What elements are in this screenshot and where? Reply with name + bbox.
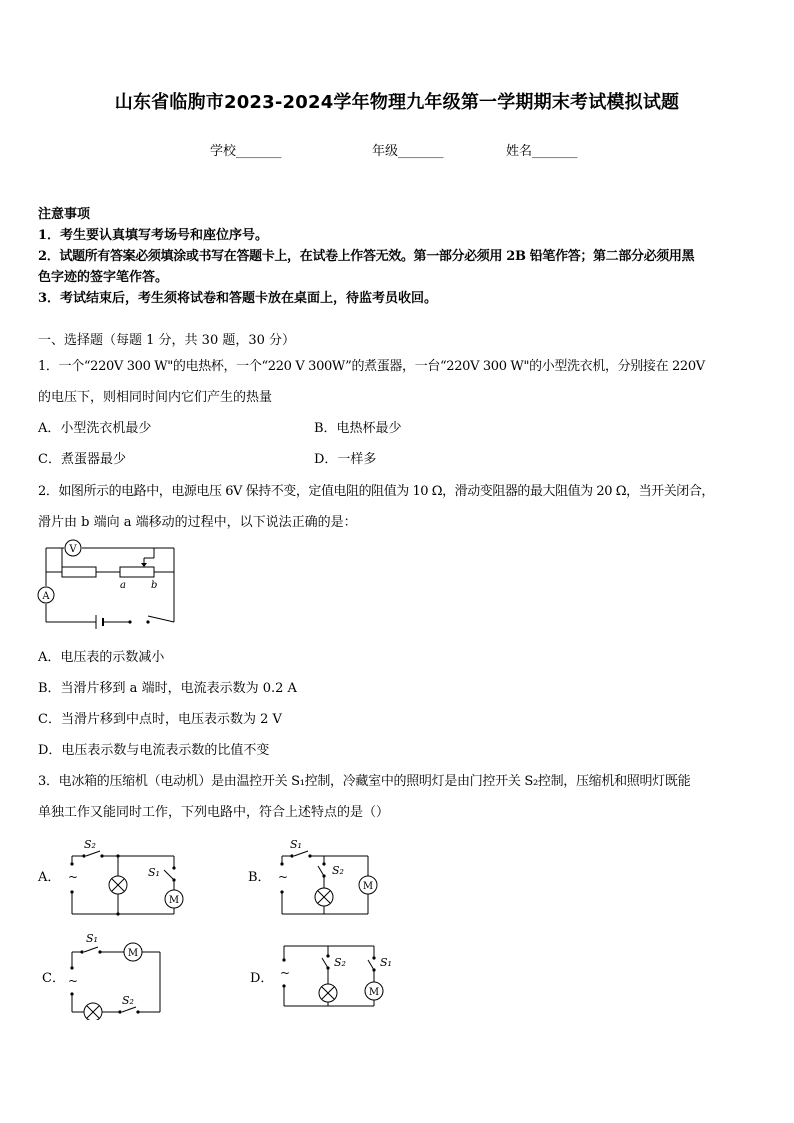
question-2-text: 2．如图所示的电路中，电源电压 6V 保持不变，定值电阻的阻值为 10 Ω，滑动变阻器的最大阻值为 20 Ω，当开关闭合， [38,484,714,499]
q2-option-c[interactable]: C．当滑片移到中点时，电压表示数为 2 V [38,712,282,727]
switch-label: S₂ [122,994,134,1007]
q3-circuit-a [62,834,192,920]
q3-option-c[interactable]: C． [42,971,65,986]
notice-heading: 注意事项 [38,207,91,222]
switch-label: S₁ [148,866,160,879]
notice-item: 2．试题所有答案必须填涂或书写在答题卡上，在试卷上作答无效。第一部分必须用 2B 铅笔作答；第二部分必须用黑 [38,249,695,264]
switch-label: S₂ [84,838,96,851]
slider-end-a-label: a [120,580,126,591]
notice-item: 1．考生要认真填写考场号和座位序号。 [38,228,269,243]
q1-option-a[interactable]: A．小型洗衣机最少 [38,421,152,436]
q1-option-c[interactable]: C．煮蛋器最少 [38,452,126,467]
student-info-fields [0,140,794,160]
q2-circuit-diagram [34,536,184,636]
motor-icon: M [168,895,180,906]
ammeter-label: A [42,591,50,602]
motor-icon: M [368,987,380,998]
question-1-text: 的电压下，则相同时间内它们产生的热量 [38,390,273,405]
notice-item: 色字迹的签字笔作答。 [38,270,169,285]
q2-option-b[interactable]: B．当滑片移到 a 端时，电流表示数为 0.2 A [38,681,297,696]
ac-source-symbol: ~ [68,974,79,988]
page-title: 山东省临朐市2023-2024学年物理九年级第一学期期末考试模拟试题 [114,92,680,113]
ac-source-symbol: ~ [280,966,291,980]
question-1-text: 1．一个“220V 300 W"的电热杯，一个“220 V 300W”的煮蛋器，一台“220V 300 W"的小型洗衣机，分别接在 220V [38,359,705,374]
switch-label: S₁ [380,956,392,969]
q2-option-d[interactable]: D．电压表示数与电流表示数的比值不变 [38,743,270,758]
q3-circuit-c [62,928,172,1020]
q2-option-a[interactable]: A．电压表的示数减小 [38,650,165,665]
name-field[interactable]: 姓名_______ [506,144,578,159]
q1-option-b[interactable]: B．电热杯最少 [314,421,402,436]
ac-source-symbol: ~ [278,870,289,884]
section-heading: 一、选择题（每题 1 分，共 30 题，30 分） [38,333,296,348]
q3-circuit-d [274,934,394,1014]
q3-option-a[interactable]: A． [38,870,61,885]
ac-source-symbol: ~ [68,870,79,884]
switch-label: S₁ [86,932,98,945]
motor-icon: M [127,948,139,959]
question-3-text: 单独工作又能同时工作，下列电路中，符合上述特点的是（） [38,805,390,820]
switch-label: S₂ [334,956,346,969]
motor-icon: M [362,881,374,892]
voltmeter-label: V [69,544,77,555]
question-3-text: 3．电冰箱的压缩机（电动机）是由温控开关 S₁控制，冷藏室中的照明灯是由门控开关 S₂控制，压缩机和照明灯既能 [38,774,691,789]
switch-label: S₂ [332,864,344,877]
grade-field[interactable]: 年级_______ [372,144,444,159]
slider-end-b-label: b [151,580,158,591]
q3-option-b[interactable]: B． [248,870,271,885]
notice-item: 3．考试结束后，考生须将试卷和答题卡放在桌面上，待监考员收回。 [38,291,438,306]
question-2-text: 滑片由 b 端向 a 端移动的过程中，以下说法正确的是： [38,515,357,530]
school-field[interactable]: 学校_______ [210,144,282,159]
q1-option-d[interactable]: D．一样多 [314,452,377,467]
switch-label: S₁ [290,838,302,851]
q3-option-d[interactable]: D． [250,971,274,986]
q3-circuit-b [272,834,392,920]
